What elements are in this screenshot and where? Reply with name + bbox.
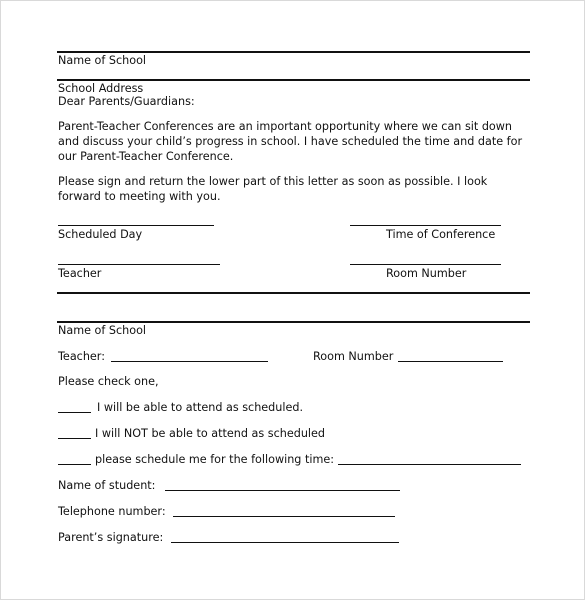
- reschedule-time-blank[interactable]: [338, 464, 521, 465]
- option-not-attend: I will NOT be able to attend as scheduled: [95, 427, 326, 440]
- time-of-conference-label: Time of Conference: [386, 228, 496, 241]
- room-number-blank[interactable]: [350, 264, 501, 265]
- signature-label: Parent’s signature:: [58, 531, 164, 544]
- student-label: Name of student:: [58, 479, 156, 492]
- teacher-label: Teacher: [58, 267, 102, 280]
- tear-off-rule: [57, 292, 530, 294]
- paragraph2-line: forward to meeting with you.: [58, 190, 221, 203]
- time-of-conference-blank[interactable]: [350, 225, 501, 226]
- room-number-label: Room Number: [386, 267, 467, 280]
- form-room-blank[interactable]: [398, 361, 503, 362]
- student-name-blank[interactable]: [165, 490, 400, 491]
- phone-label: Telephone number:: [58, 505, 166, 518]
- paragraph1-line: Parent-Teacher Conferences are an important opportunity where we can sit down: [58, 120, 513, 133]
- form-room-label: Room Number: [313, 350, 394, 363]
- option-reschedule: please schedule me for the following time:: [95, 453, 334, 466]
- reschedule-checkbox-blank[interactable]: [58, 464, 91, 465]
- paragraph2-line: Please sign and return the lower part of this letter as soon as possible. I look: [58, 175, 488, 188]
- form-teacher-blank[interactable]: [111, 361, 268, 362]
- scheduled-day-label: Scheduled Day: [58, 228, 143, 241]
- form-teacher-label: Teacher:: [58, 350, 105, 363]
- form-school-name: Name of School: [58, 324, 147, 337]
- school-name: Name of School: [58, 54, 147, 67]
- option-attend: I will be able to attend as scheduled.: [97, 401, 304, 414]
- signature-blank[interactable]: [171, 542, 399, 543]
- school-address: School Address: [58, 82, 144, 95]
- salutation: Dear Parents/Guardians:: [58, 95, 195, 108]
- scheduled-day-blank[interactable]: [58, 225, 214, 226]
- telephone-blank[interactable]: [173, 516, 395, 517]
- teacher-blank[interactable]: [58, 264, 220, 265]
- not-attend-checkbox-blank[interactable]: [58, 438, 91, 439]
- paragraph1-line: and discuss your child’s progress in school. I have scheduled the time and date for: [58, 135, 523, 148]
- attend-checkbox-blank[interactable]: [58, 412, 91, 413]
- paragraph1-line: our Parent-Teacher Conference.: [58, 150, 234, 163]
- check-prompt: Please check one,: [58, 375, 159, 388]
